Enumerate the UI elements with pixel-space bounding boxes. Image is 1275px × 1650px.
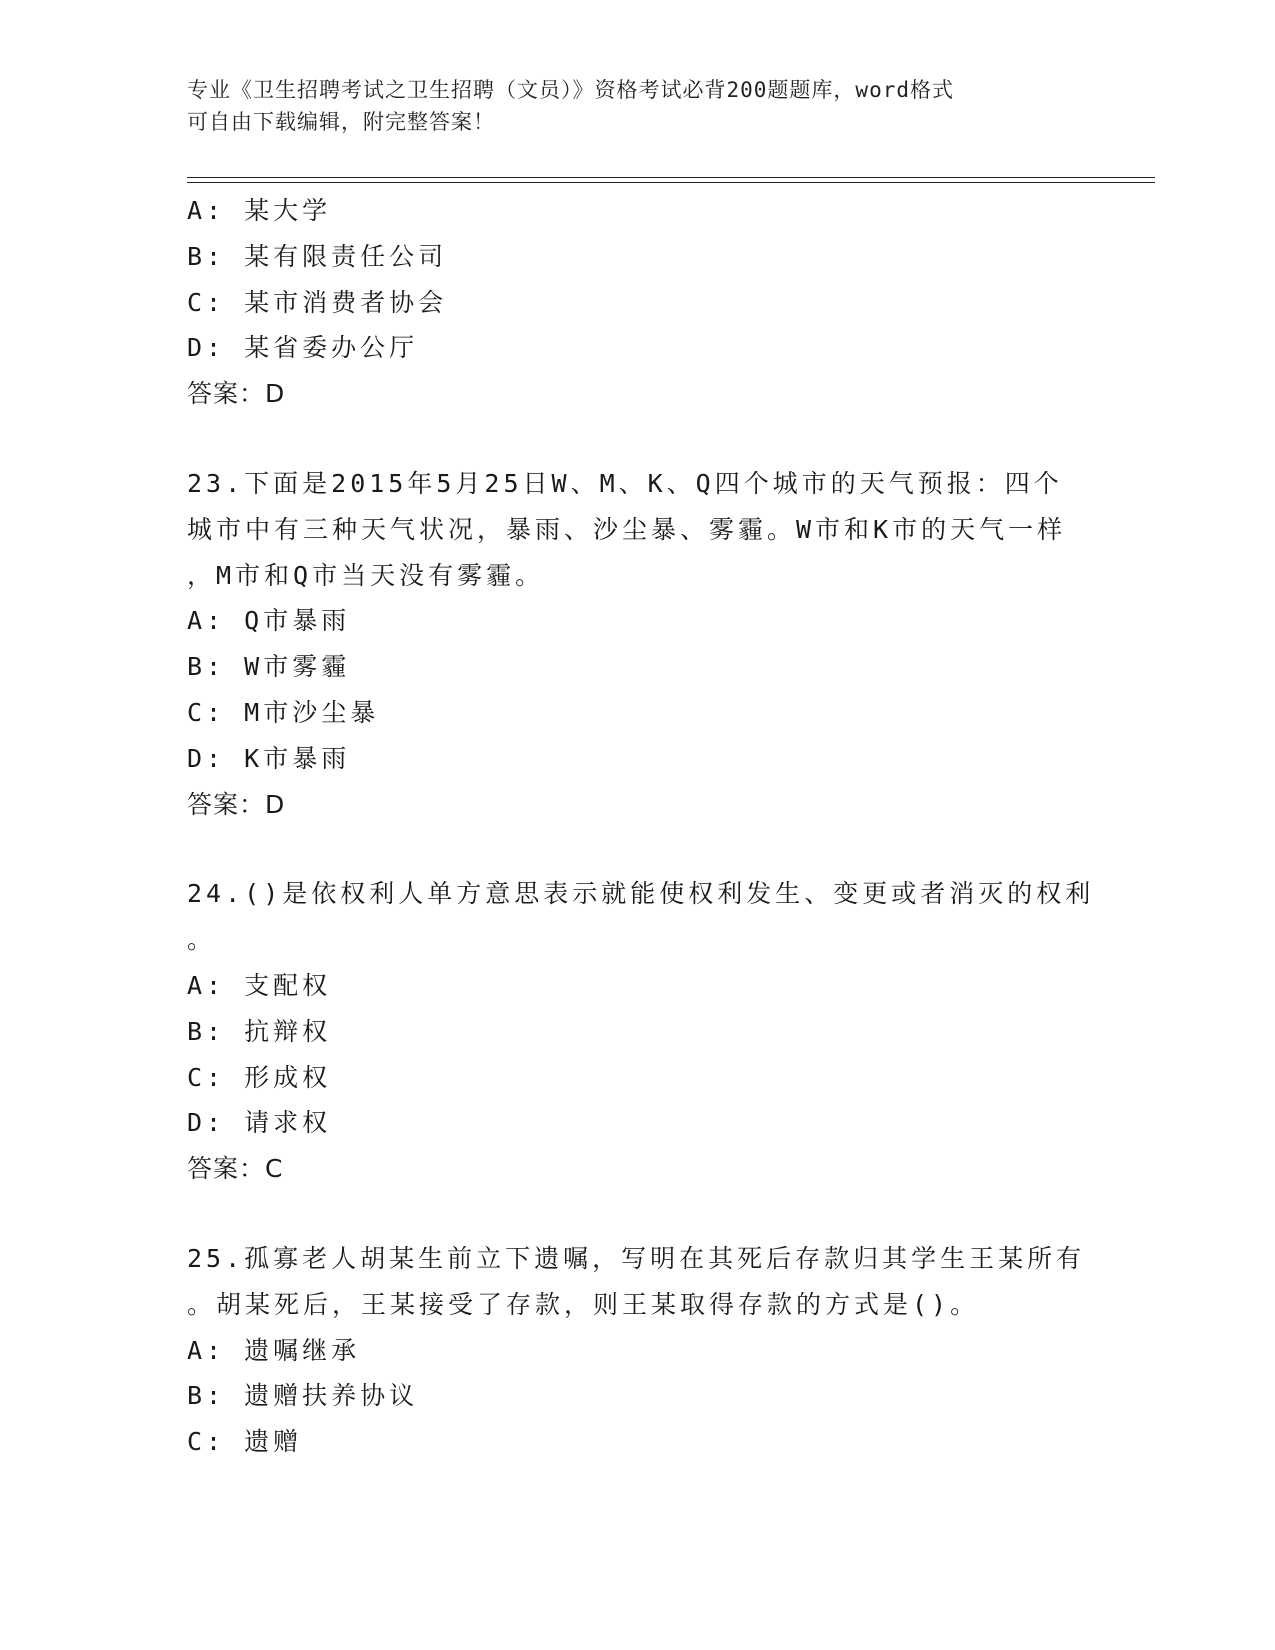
option-a: A: 遗嘱继承 [187,1335,361,1365]
question-23-block [187,461,1087,827]
header-divider-top [187,177,1155,178]
question-stem-line: ，M市和Q市当天没有雾霾。 [187,560,545,590]
option-c: C: 遗赠 [187,1427,303,1457]
option-b: B: 抗辩权 [187,1016,332,1046]
answer-line: 答案：D [187,789,286,819]
question-stem-line: 。胡某死后，王某接受了存款，则王某取得存款的方式是()。 [187,1289,980,1319]
header-divider-bottom [187,182,1155,183]
option-d: D: K市暴雨 [187,743,351,773]
spacer [187,827,1087,871]
option-b: B: W市雾霾 [187,652,351,682]
question-24-block [187,871,1095,1192]
option-a: A: Q市暴雨 [187,606,351,636]
question-stem-line: 23.下面是2015年5月25日W、M、K、Q四个城市的天气预报：四个 [187,468,1063,498]
answer-line: 答案：D [187,379,286,409]
option-c: C: M市沙尘暴 [187,697,380,727]
question-22-block [187,188,1087,417]
question-stem-line: 25.孤寡老人胡某生前立下遗嘱，写明在其死后存款归其学生王某所有 [187,1243,1086,1273]
document-header [187,74,1067,138]
question-stem-line: 。 [187,925,217,955]
header-line-2: 可自由下载编辑，附完整答案！ [187,110,495,134]
header-line-1: 专业《卫生招聘考试之卫生招聘（文员）》资格考试必背200题题库，word格式 [187,78,954,102]
option-b: B: 某有限责任公司 [187,241,448,271]
spacer [187,417,1087,461]
question-stem-line: 城市中有三种天气状况，暴雨、沙尘暴、雾霾。W市和K市的天气一样 [187,514,1067,544]
option-a: A: 支配权 [187,970,332,1000]
question-25-block [187,1236,1087,1465]
option-b: B: 遗赠扶养协议 [187,1381,419,1411]
option-d: D: 某省委办公厅 [187,333,419,363]
answer-line: 答案：C [187,1154,284,1184]
option-a: A: 某大学 [187,196,332,225]
spacer [187,1192,1087,1236]
question-stem-line: 24.()是依权利人单方意思表示就能使权利发生、变更或者消灭的权利 [187,879,1095,909]
option-d: D: 请求权 [187,1108,332,1138]
document-body [187,188,1095,1465]
option-c: C: 某市消费者协会 [187,287,448,317]
option-c: C: 形成权 [187,1062,332,1092]
